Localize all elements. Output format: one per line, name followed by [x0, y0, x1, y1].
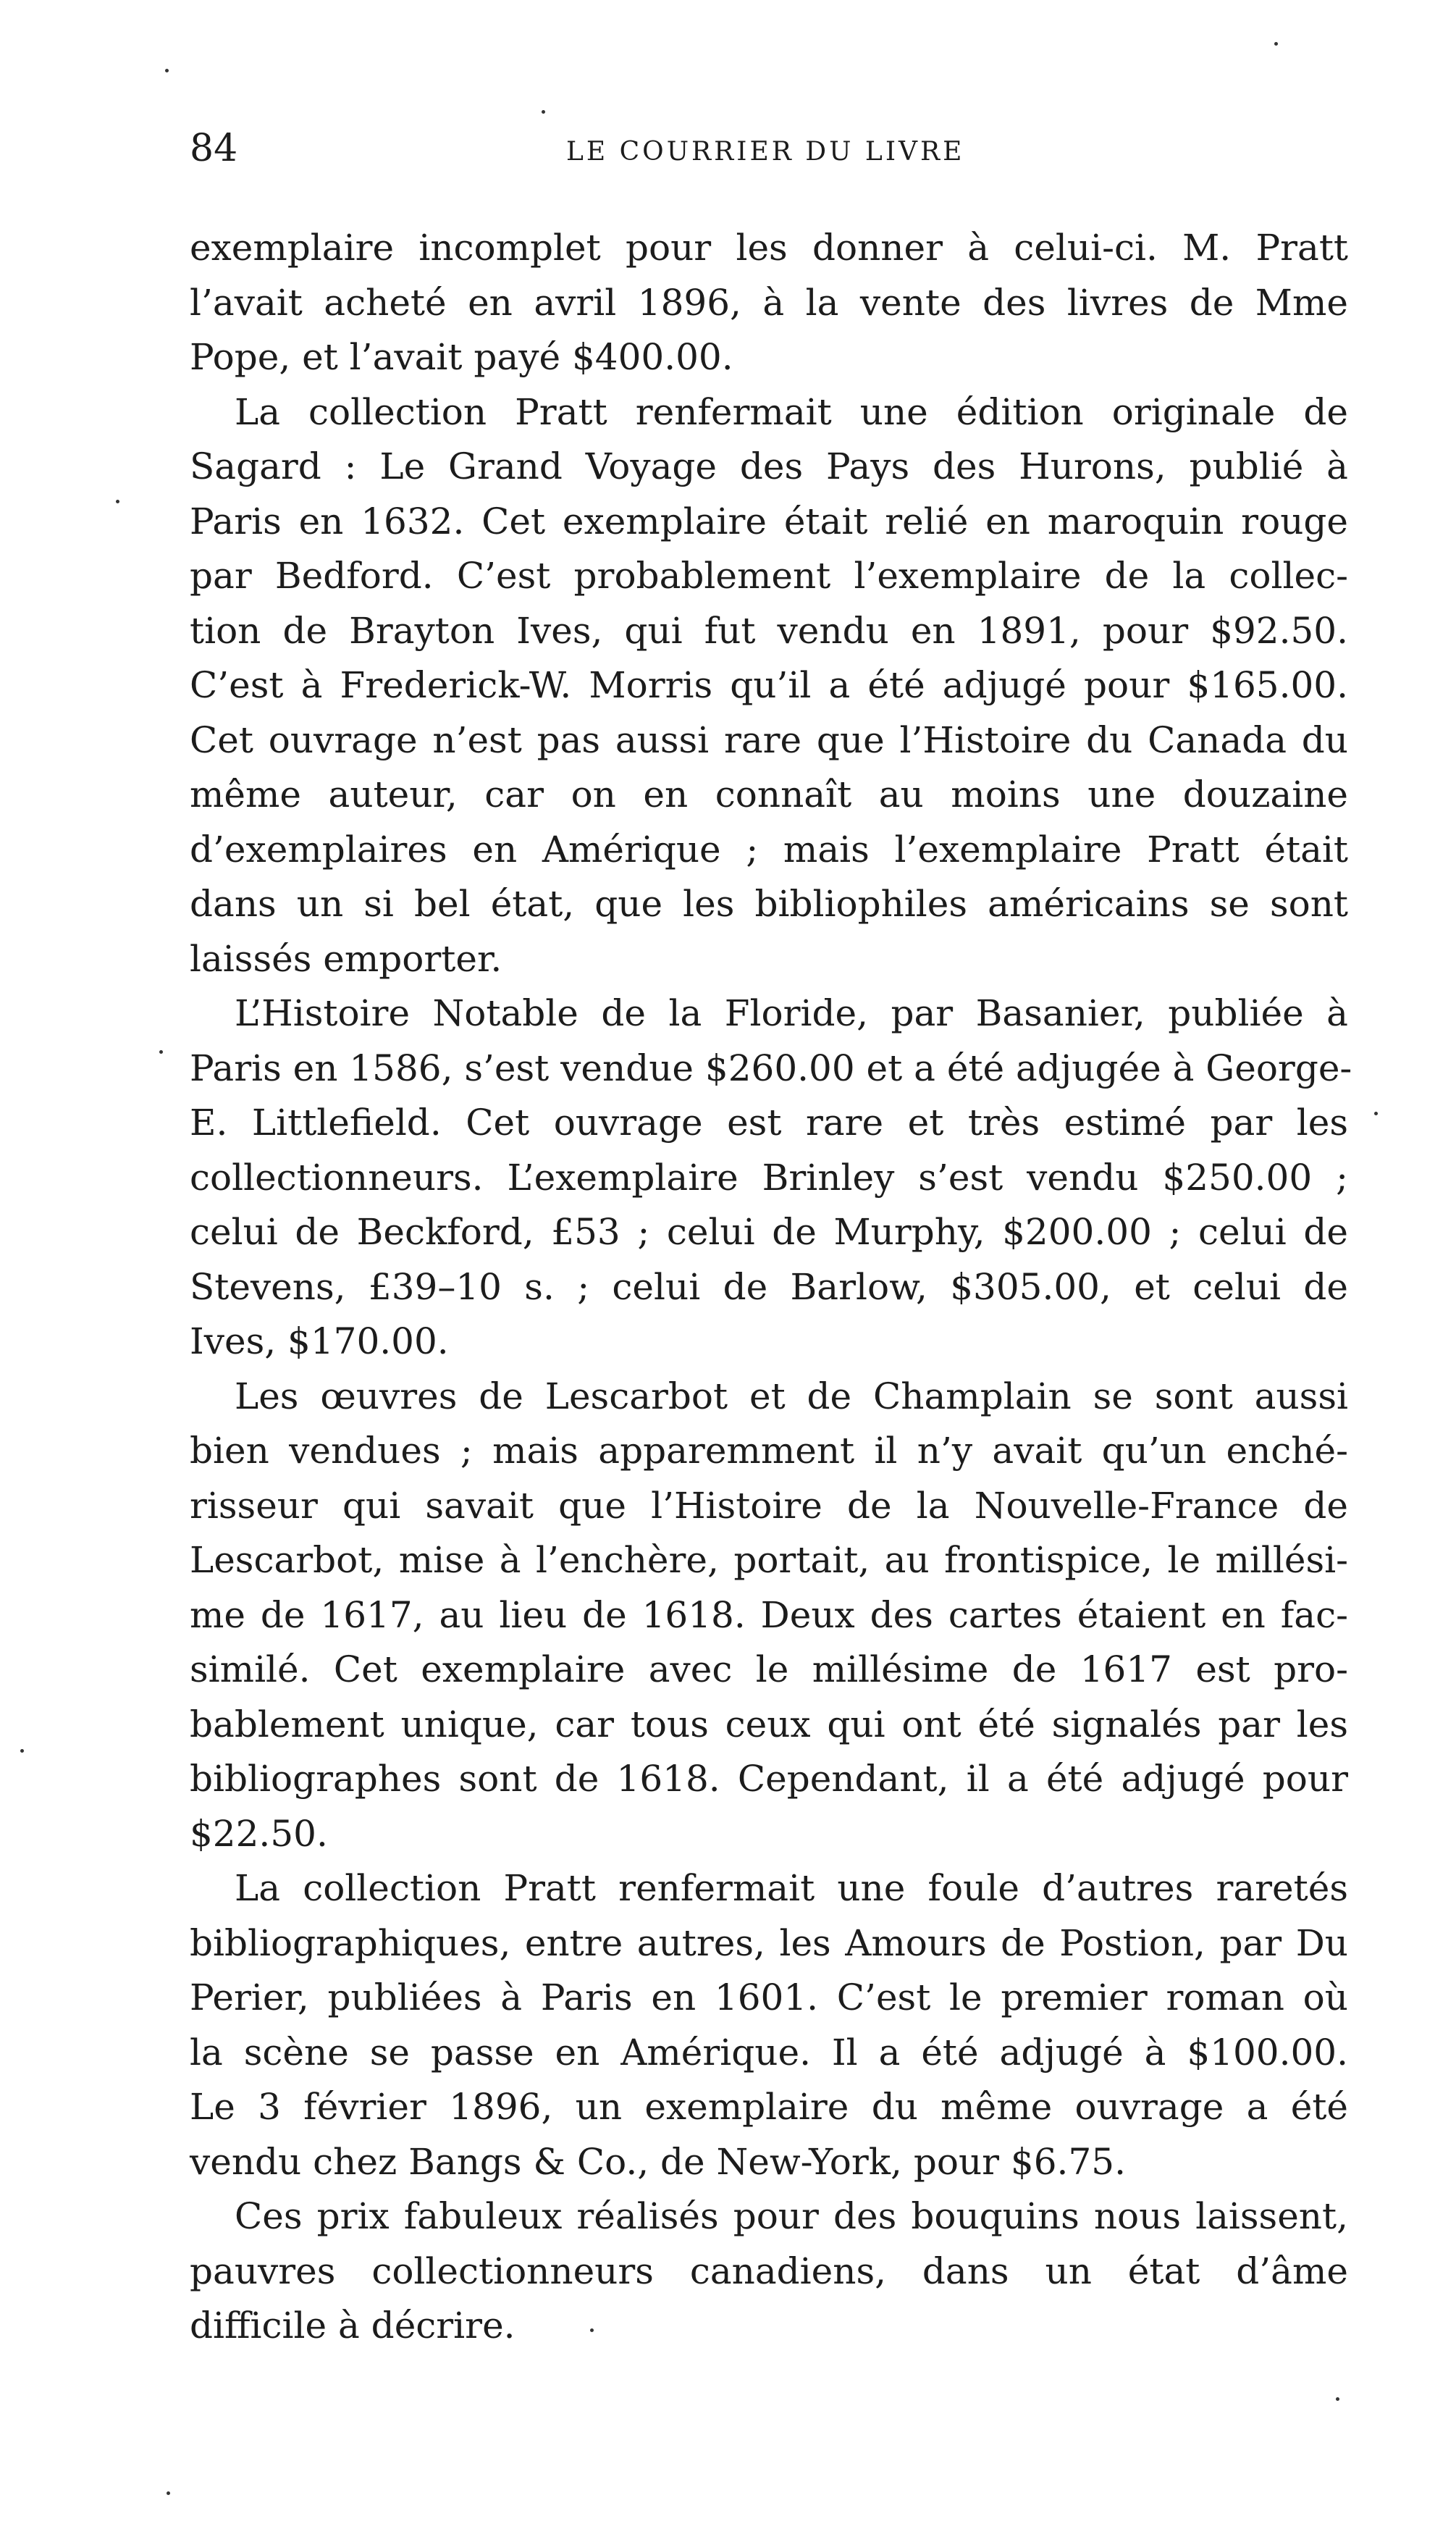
paragraph-6: [190, 2189, 1348, 2354]
text-line: E. Littlefield. Cet ouvrage est rare et très estimé par les: [190, 1102, 1348, 1144]
text-line: Stevens, £39–10 s. ; celui de Barlow, $305.00, et celui de: [190, 1265, 1348, 1308]
body-text: [190, 221, 1352, 2354]
text-line: L’Histoire Notable de la Floride, par Basanier, publiée à: [235, 992, 1348, 1034]
text-line: me de 1617, au lieu de 1618. Deux des cartes étaient en fac-: [190, 1593, 1348, 1636]
paragraph-5: [190, 1861, 1348, 2189]
text-line: bablement unique, car tous ceux qui ont été signalés par les: [190, 1703, 1348, 1745]
text-line: laissés emporter.: [190, 937, 502, 980]
text-line: tion de Brayton Ives, qui fut vendu en 1891, pour $92.50.: [190, 609, 1348, 652]
text-line: Perier, publiées à Paris en 1601. C’est le premier roman où: [190, 1976, 1348, 2018]
scan-speck: [165, 69, 169, 72]
text-line: Ives, $170.00.: [190, 1320, 449, 1362]
paragraph-2: [190, 385, 1348, 987]
text-line: Pope, et l’avait payé $400.00.: [190, 336, 733, 378]
text-line: d’exemplaires en Amérique ; mais l’exemplaire Pratt était: [190, 828, 1348, 871]
text-line: la scène se passe en Amérique. Il a été adjugé à $100.00.: [190, 2031, 1348, 2074]
scan-speck: [1374, 1112, 1378, 1115]
text-line: bien vendues ; mais apparemment il n’y avait qu’un enché-: [190, 1430, 1348, 1472]
scan-speck: [116, 500, 119, 503]
scan-speck: [1274, 42, 1278, 46]
scan-speck: [20, 1749, 24, 1753]
text-line: Ces prix fabuleux réalisés pour des bouquins nous laissent,: [235, 2195, 1348, 2237]
text-line: collectionneurs. L’exemplaire Brinley s’est vendu $250.00 ;: [190, 1156, 1348, 1199]
page-number: 84: [190, 127, 238, 170]
text-line: dans un si bel état, que les bibliophiles américains se sont: [190, 883, 1348, 925]
text-line: similé. Cet exemplaire avec le millésime de 1617 est pro-: [190, 1648, 1348, 1690]
text-line: risseur qui savait que l’Histoire de la Nouvelle-France de: [190, 1484, 1348, 1527]
scan-speck: [159, 1050, 163, 1054]
text-line: celui de Beckford, £53 ; celui de Murphy, $200.00 ; celui de: [190, 1211, 1348, 1253]
paragraph-4: [190, 1370, 1348, 1862]
scan-speck: [167, 2491, 170, 2495]
text-line: pauvres collectionneurs canadiens, dans un état d’âme: [190, 2250, 1348, 2292]
text-line: bibliographes sont de 1618. Cependant, il a été adjugé pour: [190, 1758, 1348, 1800]
text-line: bibliographiques, entre autres, les Amours de Postion, par Du: [190, 1921, 1348, 1964]
text-line: $22.50.: [190, 1812, 328, 1855]
text-line: vendu chez Bangs & Co., de New-York, pour $6.75.: [190, 2140, 1126, 2183]
text-line: Paris en 1632. Cet exemplaire était relié en maroquin rouge: [190, 500, 1348, 542]
text-line: Cet ouvrage n’est pas aussi rare que l’Histoire du Canada du: [190, 718, 1348, 761]
text-line: Sagard : Le Grand Voyage des Pays des Hurons, publié à: [190, 445, 1348, 487]
text-line: par Bedford. C’est probablement l’exemplaire de la collec-: [190, 555, 1348, 597]
text-line: exemplaire incomplet pour les donner à celui-ci. M. Pratt: [190, 227, 1348, 269]
text-line: C’est à Frederick-W. Morris qu’il a été adjugé pour $165.00.: [190, 664, 1348, 706]
scan-speck: [1336, 2397, 1339, 2401]
text-line: Le 3 février 1896, un exemplaire du même ouvrage a été: [190, 2086, 1348, 2128]
text-line: La collection Pratt renfermait une foule d’autres raretés: [235, 1867, 1348, 1909]
scan-speck: [590, 2328, 594, 2332]
paragraph-3: [190, 986, 1352, 1370]
running-head: LE COURRIER DU LIVRE: [566, 137, 965, 167]
text-line: difficile à décrire.: [190, 2305, 516, 2347]
page-header: [190, 123, 1348, 188]
text-line: même auteur, car on en connaît au moins une douzaine: [190, 773, 1348, 816]
paragraph-1: [190, 221, 1348, 385]
scan-speck: [542, 110, 545, 114]
text-line: Les œuvres de Lescarbot et de Champlain se sont aussi: [235, 1375, 1348, 1417]
text-line: l’avait acheté en avril 1896, à la vente des livres de Mme: [190, 281, 1348, 324]
text-line: Paris en 1586, s’est vendue $260.00 et a été adjugée à George-: [190, 1047, 1352, 1089]
text-line: Lescarbot, mise à l’enchère, portait, au frontispice, le millési-: [190, 1539, 1348, 1581]
text-line: La collection Pratt renfermait une édition originale de: [235, 390, 1348, 433]
